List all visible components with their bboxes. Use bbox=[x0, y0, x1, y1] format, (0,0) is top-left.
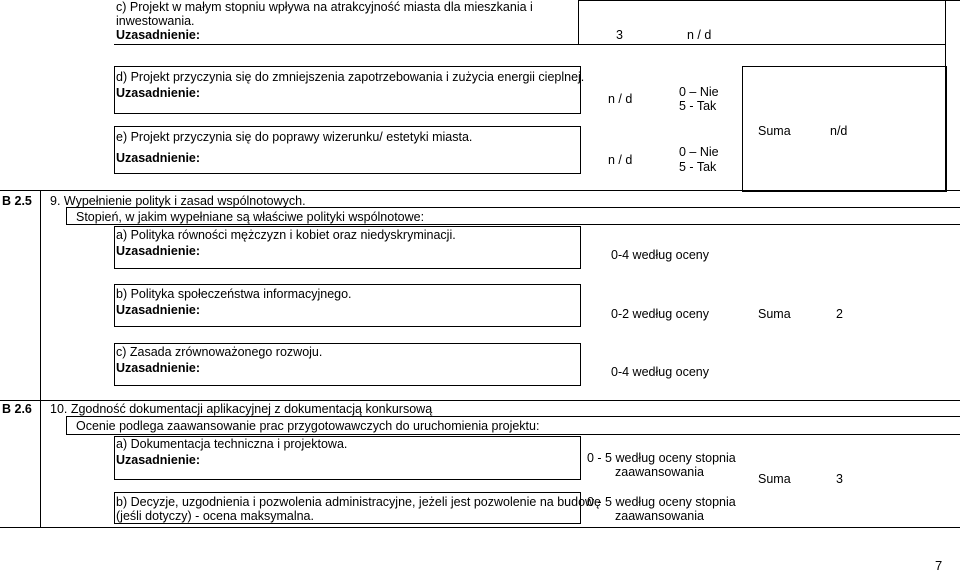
b25-b-label: b) Polityka społeczeństwa informacyjnego. bbox=[116, 287, 352, 301]
b26-sum-label: Suma bbox=[758, 472, 791, 486]
table-bottom-border bbox=[0, 527, 960, 528]
item-e-score-yes: 5 - Tak bbox=[679, 160, 717, 174]
b25-a-label: a) Polityka równości mężczyzn i kobiet oraz niedyskryminacji. bbox=[116, 228, 456, 242]
item-d-justification-label: Uzasadnienie: bbox=[116, 86, 201, 100]
item-e-justification-label: Uzasadnienie: bbox=[116, 151, 201, 165]
table-top-border bbox=[579, 0, 960, 1]
b25-a-justification-label: Uzasadnienie: bbox=[116, 244, 201, 258]
item-c-label-line2: inwestowania. bbox=[116, 14, 195, 28]
b26-b-label-line2: (jeśli dotyczy) - ocena maksymalna. bbox=[116, 509, 314, 523]
b25-sum-label: Suma bbox=[758, 307, 791, 321]
b26-title: 10. Zgodność dokumentacji aplikacyjnej z dokumentacją konkursową bbox=[50, 402, 433, 416]
sum-label-de: Suma bbox=[758, 124, 791, 138]
item-d-score-no: 0 – Nie bbox=[679, 85, 719, 99]
b26-a-justification-label: Uzasadnienie: bbox=[116, 453, 201, 467]
b26-a-score-line2: zaawansowania bbox=[615, 465, 704, 479]
b26-top-border bbox=[0, 400, 960, 401]
b26-code: B 2.6 bbox=[2, 402, 32, 416]
b25-c-score: 0-4 według oceny bbox=[611, 365, 709, 379]
b25-code: B 2.5 bbox=[2, 194, 32, 208]
b25-subtitle: Stopień, w jakim wypełniane są właściwe polityki wspólnotowe: bbox=[76, 210, 425, 224]
b25-code-divider bbox=[40, 190, 41, 400]
b26-code-divider bbox=[40, 400, 41, 528]
item-d-score-yes: 5 - Tak bbox=[679, 99, 717, 113]
item-c-label-line1: c) Projekt w małym stopniu wpływa na atrakcyjność miasta dla mieszkania i bbox=[116, 0, 533, 14]
col-divider-c bbox=[578, 0, 579, 44]
item-c-status: n / d bbox=[687, 28, 712, 42]
b26-b-score-line1: 0 - 5 według oceny stopnia bbox=[587, 495, 736, 509]
b25-c-justification-label: Uzasadnienie: bbox=[116, 361, 201, 375]
b26-b-label-line1: b) Decyzje, uzgodnienia i pozwolenia administracyjne, jeżeli jest pozwolenie na budowę bbox=[116, 495, 601, 509]
page-number: 7 bbox=[935, 558, 943, 573]
b26-a-score-line1: 0 - 5 według oceny stopnia bbox=[587, 451, 736, 465]
b25-b-justification-label: Uzasadnienie: bbox=[116, 303, 201, 317]
b25-c-label: c) Zasada zrównoważonego rozwoju. bbox=[116, 345, 323, 359]
b25-title: 9. Wypełnienie polityk i zasad wspólnotowych. bbox=[50, 194, 306, 208]
b25-b-score: 0-2 według oceny bbox=[611, 307, 709, 321]
b26-b-score-line2: zaawansowania bbox=[615, 509, 704, 523]
b25-sum-value: 2 bbox=[836, 307, 843, 321]
b26-subtitle: Ocenie podlega zaawansowanie prac przygotowawczych do uruchomienia projektu: bbox=[76, 419, 540, 433]
divider-c-d bbox=[114, 44, 945, 45]
b26-sum-value: 3 bbox=[836, 472, 843, 486]
item-e-label: e) Projekt przyczynia się do poprawy wizerunku/ estetyki miasta. bbox=[116, 130, 473, 144]
item-e-status: n / d bbox=[608, 153, 633, 167]
item-d-label: d) Projekt przyczynia się do zmniejszenia zapotrzebowania i zużycia energii cieplnej. bbox=[116, 70, 585, 84]
item-c-score: 3 bbox=[616, 28, 623, 42]
sum-value-de: n/d bbox=[830, 124, 848, 138]
item-d-status: n / d bbox=[608, 92, 633, 106]
b26-a-label: a) Dokumentacja techniczna i projektowa. bbox=[116, 437, 348, 451]
item-c-justification-label: Uzasadnienie: bbox=[116, 28, 201, 42]
b25-a-score: 0-4 według oceny bbox=[611, 248, 709, 262]
b25-top-border bbox=[0, 190, 960, 191]
item-e-score-no: 0 – Nie bbox=[679, 145, 719, 159]
